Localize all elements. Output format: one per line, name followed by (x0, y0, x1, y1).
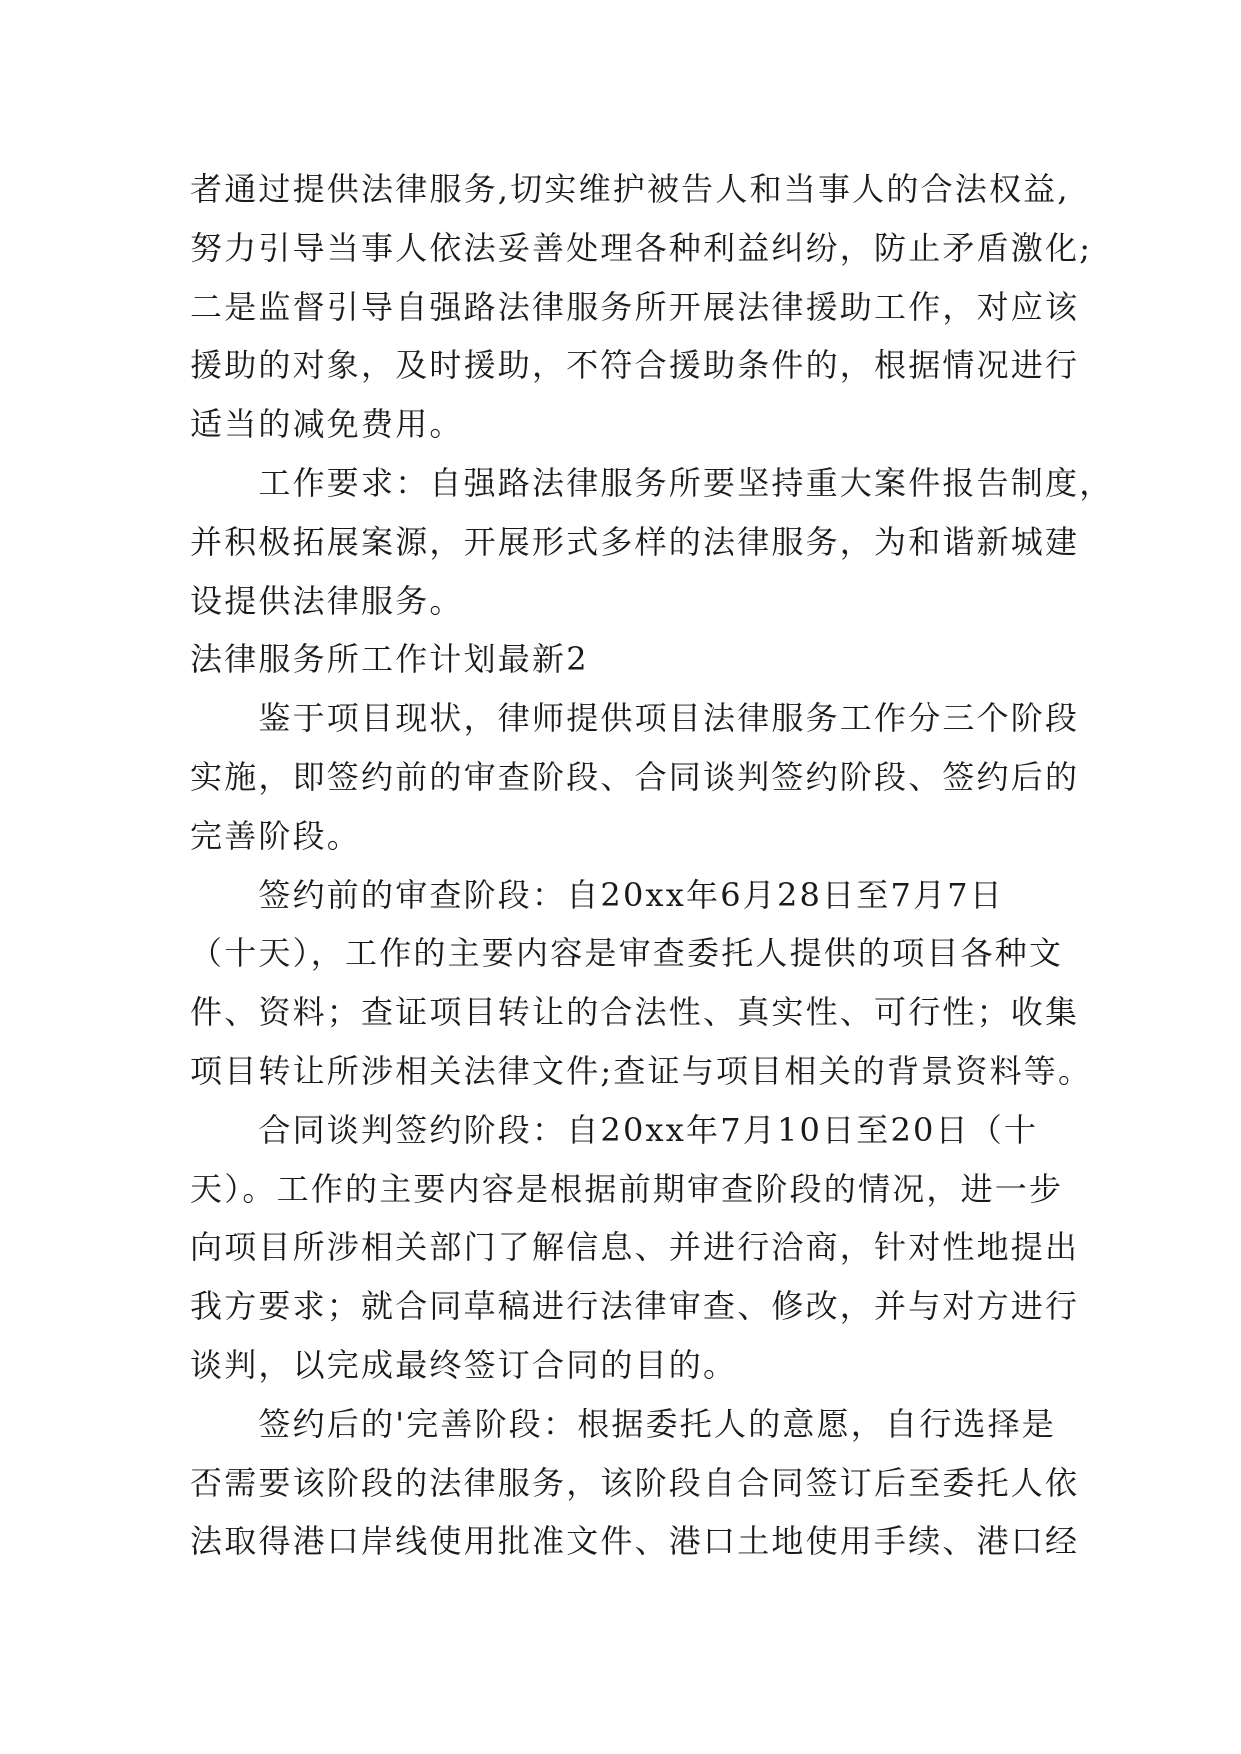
text-line: 适当的减免费用。 (190, 405, 464, 444)
text-line: 谈判，以完成最终签订合同的目的。 (190, 1345, 738, 1384)
text-line: （十天），工作的主要内容是审查委托人提供的项目各种文 (190, 934, 1064, 973)
text-line: 项目转让所涉相关法律文件;查证与项目相关的背景资料等。 (190, 1051, 1093, 1090)
text-line: 设提供法律服务。 (190, 581, 464, 620)
text-line: 法取得港口岸线使用批准文件、港口土地使用手续、港口经 (190, 1522, 1080, 1561)
document-body (190, 160, 1114, 1571)
text-line: 合同谈判签约阶段：自20xx年7月10日至20日（十 (190, 1110, 1039, 1149)
text-line: 实施，即签约前的审查阶段、合同谈判签约阶段、签约后的 (190, 757, 1080, 796)
section-heading: 法律服务所工作计划最新2 (190, 640, 589, 679)
text-line: 签约后的'完善阶段：根据委托人的意愿，自行选择是 (190, 1404, 1056, 1443)
text-line: 并积极拓展案源，开展形式多样的法律服务，为和谐新城建 (190, 522, 1080, 561)
text-line: 完善阶段。 (190, 816, 362, 855)
text-line: 者通过提供法律服务,切实维护被告人和当事人的合法权益, (190, 170, 1070, 208)
text-line: 否需要该阶段的法律服务，该阶段自合同签订后至委托人依 (190, 1463, 1080, 1502)
text-line: 我方要求；就合同草稿进行法律审查、修改，并与对方进行 (190, 1287, 1080, 1326)
text-line: 签约前的审查阶段：自20xx年6月28日至7月7日 (190, 875, 1005, 914)
text-line: 向项目所涉相关部门了解信息、并进行洽商，针对性地提出 (190, 1228, 1080, 1267)
text-line: 援助的对象，及时援助，不符合援助条件的，根据情况进行 (190, 346, 1080, 385)
text-line: 件、资料；查证项目转让的合法性、真实性、可行性；收集 (190, 993, 1080, 1032)
text-line: 天）。工作的主要内容是根据前期审查阶段的情况，进一步 (190, 1169, 1064, 1208)
text-line: 鉴于项目现状，律师提供项目法律服务工作分三个阶段 (190, 699, 1080, 738)
text-line: 工作要求：自强路法律服务所要坚持重大案件报告制度， (190, 463, 1114, 502)
text-line: 努力引导当事人依法妥善处理各种利益纠纷，防止矛盾激化; (190, 228, 1093, 267)
text-line: 二是监督引导自强路法律服务所开展法律援助工作，对应该 (190, 287, 1080, 326)
